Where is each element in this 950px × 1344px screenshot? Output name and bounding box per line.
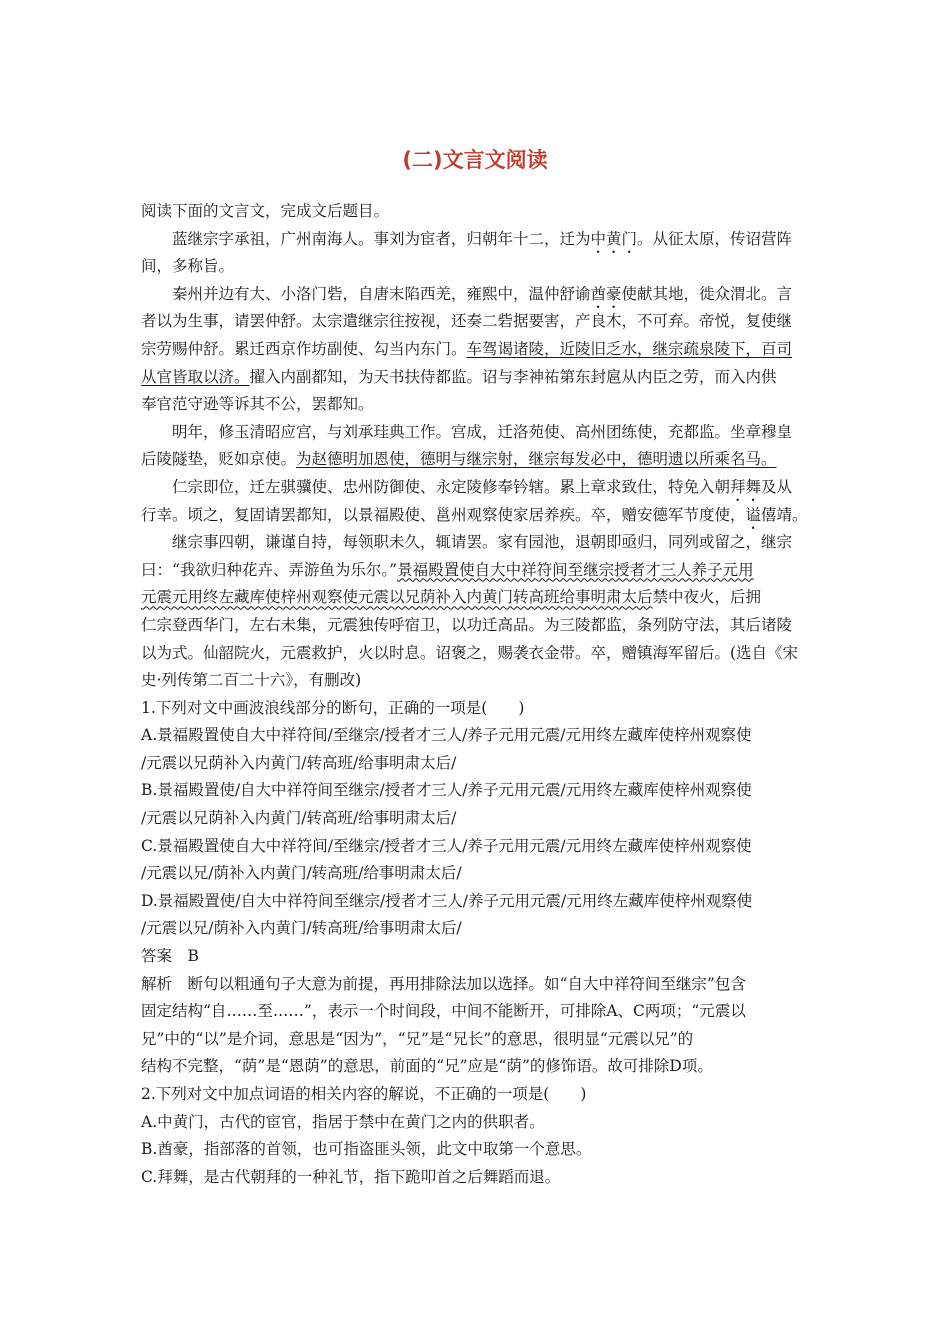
text-line: 史·列传第二百二十六》，有删改) bbox=[141, 671, 362, 690]
text-span: 使献其地，徙众渭北。言 bbox=[621, 284, 793, 303]
option-line: /元震以兄/荫补入内黄门/转高班/给事明肃太后/ bbox=[141, 864, 462, 883]
question-stem: 1.下列对文中画波浪线部分的断句，正确的一项是( ) bbox=[141, 698, 525, 717]
option-line: B.景福殿置使/自大中祥符间至继宗/授者才三人/养子元用元震/元用终左藏库使梓州观察使 bbox=[141, 781, 752, 800]
passage-paragraph-2 bbox=[141, 281, 811, 419]
text-line: 明年，修玉清昭应宫，与刘承珪典工作。宫成，迁洛苑使、高州团练使，充都监。坐章穆皇 bbox=[172, 422, 793, 441]
text-span: 。从征太原，传诏营阵 bbox=[637, 229, 793, 248]
wavy-underlined-sentence: 元震元用终左藏库使梓州观察使元震以兄荫补入内黄门转高班给事明肃太后 bbox=[141, 588, 653, 607]
text-span: 后陵隧垫，贬如京使。 bbox=[141, 450, 297, 469]
analysis-line: 兄”中的“以”是介词，意思是“因为”，“兄”是“兄长”的意思，很明显“元震以兄”的 bbox=[141, 1029, 694, 1048]
text-line: 奉官范守逊等诉其不公，罢都知。 bbox=[141, 395, 374, 414]
dotted-term: 谥 bbox=[745, 505, 762, 524]
text-span: 禁中夜火，后拥 bbox=[652, 588, 762, 607]
option-line: A.中黄门，古代的宦官，指居于禁中在黄门之内的供职者。 bbox=[141, 1112, 545, 1131]
text-span: 宗劳赐仲舒。累迁西京作坊副使、勾当内东门。 bbox=[141, 339, 467, 358]
question-stem: 2.下列对文中加点词语的相关内容的解说，不正确的一项是( ) bbox=[141, 1085, 587, 1103]
intro-line: 阅读下面的文言文，完成文后题目。 bbox=[141, 202, 390, 220]
option-line: C.拜舞，是古代朝拜的一种礼节，指下跪叩首之后舞蹈而退。 bbox=[141, 1167, 561, 1186]
option-line: /元震以兄/荫补入内黄门/转高班/给事明肃太后/ bbox=[141, 919, 462, 938]
underlined-sentence: 从官皆取以济。 bbox=[141, 367, 250, 386]
text-line: 继宗事四朝，谦谨自持，每领职未久，辄请罢。家有园池，退朝即亟归，同列或留之，继宗 bbox=[172, 533, 793, 552]
option-line: C.景福殿置使自大中祥符间/至继宗/授者才三人/养子元用元震/元用终左藏库使梓州观察使 bbox=[141, 836, 752, 855]
text-line: 以为式。仙韶院火，元震救护，火以时息。诏褒之，赐袭衣金带。卒，赠镇海军留后。(选自《宋 bbox=[141, 643, 799, 662]
text-span: 僖靖。 bbox=[761, 505, 808, 524]
text-line: 者以为生事，请罢仲舒。太宗遣继宗往按视，还奏二砦据要害，产良木，不可弃。帝悦，复使继 bbox=[141, 312, 793, 331]
text-span: 擢入内副都知，为天书扶侍都监。诏与李神祐第东封扈从内臣之劳，而入内供 bbox=[249, 367, 777, 386]
text-span: 蓝继宗字承祖，广州南海人。事刘为宦者，归朝年十二，迁为 bbox=[172, 229, 591, 248]
passage-paragraph-4 bbox=[141, 474, 811, 529]
text-line: 仁宗登西华门，左右未集，元震独传呼宿卫，以功迁高品。为三陵都监，条列防守法，其后诸陵 bbox=[141, 615, 793, 634]
option-line: /元震以兄荫补入内黄门/转高班/给事明肃太后/ bbox=[141, 753, 457, 772]
dotted-term: 中黄门 bbox=[590, 229, 638, 248]
option-line: /元震以兄荫补入内黄门/转高班/给事明肃太后/ bbox=[141, 809, 457, 828]
dotted-term: 酋豪 bbox=[590, 284, 622, 303]
passage-paragraph-5 bbox=[141, 529, 811, 695]
option-line: D.景福殿置使/自大中祥符间至继宗/授者才三人/养子元用元震/元用终左藏库使梓州观察使 bbox=[141, 891, 753, 910]
passage-paragraph-1 bbox=[141, 226, 811, 281]
dotted-term: 拜舞 bbox=[730, 477, 762, 496]
text-line: 间，多称旨。 bbox=[141, 257, 235, 276]
wavy-underlined-sentence: 景福殿置使自大中祥符间至继宗授者才三人养子元用 bbox=[397, 560, 754, 579]
text-span: 及从 bbox=[761, 477, 793, 496]
question-1 bbox=[141, 695, 811, 1081]
analysis-line: 结构不完整，“荫”是“恩荫”的意思，前面的“兄”应是“荫”的修饰语。故可排除D项。 bbox=[141, 1057, 713, 1076]
answer-line: 答案 B bbox=[141, 947, 199, 966]
underlined-sentence: 车驾谒诸陵，近陵旧乏水，继宗疏泉陵下，百司 bbox=[466, 339, 793, 358]
option-line: B.酋豪，指部落的首领，也可指盗匪头领，此文中取第一个意思。 bbox=[141, 1140, 592, 1159]
text-span: 曰：“我欲归种花卉、弄游鱼为乐尔。” bbox=[141, 560, 398, 579]
text-span: 仁宗即位，迁左骐骥使、忠州防御使、永定陵修奉钤辖。累上章求致仕，特免入朝 bbox=[172, 477, 731, 496]
underlined-sentence: 为赵德明加恩使，德明与继宗射，继宗每发必中，德明遗以所乘名马。 bbox=[296, 450, 777, 469]
analysis-line: 解析 断句以粗通句子大意为前提，再用排除法加以选择。如“自大中祥符间至继宗”包含 bbox=[141, 974, 746, 993]
option-line: A.景福殿置使自大中祥符间/至继宗/授者才三人/养子元用元震/元用终左藏库使梓州观察使 bbox=[141, 726, 752, 745]
question-2 bbox=[141, 1081, 811, 1191]
passage-paragraph-3 bbox=[141, 419, 811, 474]
page-title: (二)文言文阅读 bbox=[402, 148, 548, 172]
analysis-line: 固定结构“自……至……”，表示一个时间段，中间不能断开，可排除A、C两项；“元震以 bbox=[141, 1002, 746, 1021]
text-span: 秦州并边有大、小洛门砦，自唐末陷西羌，雍熙中，温仲舒谕 bbox=[172, 284, 591, 303]
text-span: 行幸。顷之，复固请罢都知，以景福殿使、邕州观察使家居养疾。卒，赠安德军节度使， bbox=[141, 505, 746, 524]
document-body bbox=[141, 198, 811, 1191]
